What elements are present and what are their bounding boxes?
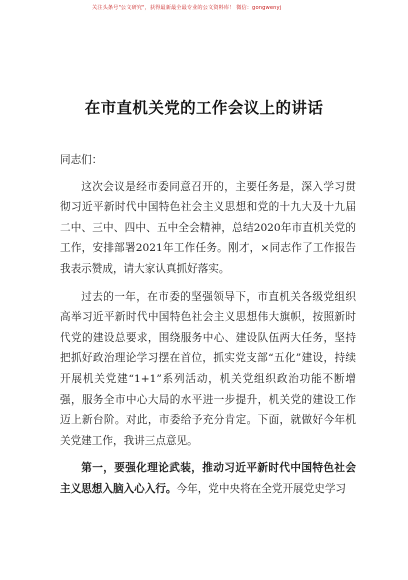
paragraph-point-one [60, 458, 356, 499]
document-title: 在市直机关党的工作会议上的讲话 [84, 99, 324, 117]
point-one-heading: 第一，要强化理论武装，推动习近平新时代中国特色社会主义思想入脑入心入行。 [60, 462, 356, 495]
paragraph-intro: 这次会议是经市委同意召开的，主要任务是，深入学习贯彻习近平新时代中国特色社会主义思想和党的十九大及十九届二中、三中、四中、五中全会精神，总结2020年市直机关党的工作，安排部署2021年工作任务。刚才，×同志作了工作报告我表示赞成，请大家认真抓好落实。 [60, 180, 356, 275]
paragraph-review: 过去的一年，在市委的坚强领导下，市直机关各级党组织高举习近平新时代中国特色社会主义思想伟大旗帜，按照新时代党的建设总要求，围绕服务中心、建设队伍两大任务，坚持把抓好政治理论学习摆在首位，抓实党支部“五化”建设，持续开展机关党建“1+1”系列活动，机关党组织政治功能不断增强，服务全市中心大局的水平进一步提升，机关党的建设工作迈上新台阶。对此，市委给予充分肯定。下面，就做好今年机关党建工作，我讲三点意见。 [60, 290, 356, 447]
document-body [60, 150, 356, 507]
header-note: 关注头条号"公文研究"，获得最新最全最专业的公文资料库！ 微信：gongwenyj [92, 5, 282, 11]
salutation: 同志们： [60, 154, 103, 166]
point-one-text: 今年，党中央将在全党开展党史学习 [176, 482, 347, 495]
